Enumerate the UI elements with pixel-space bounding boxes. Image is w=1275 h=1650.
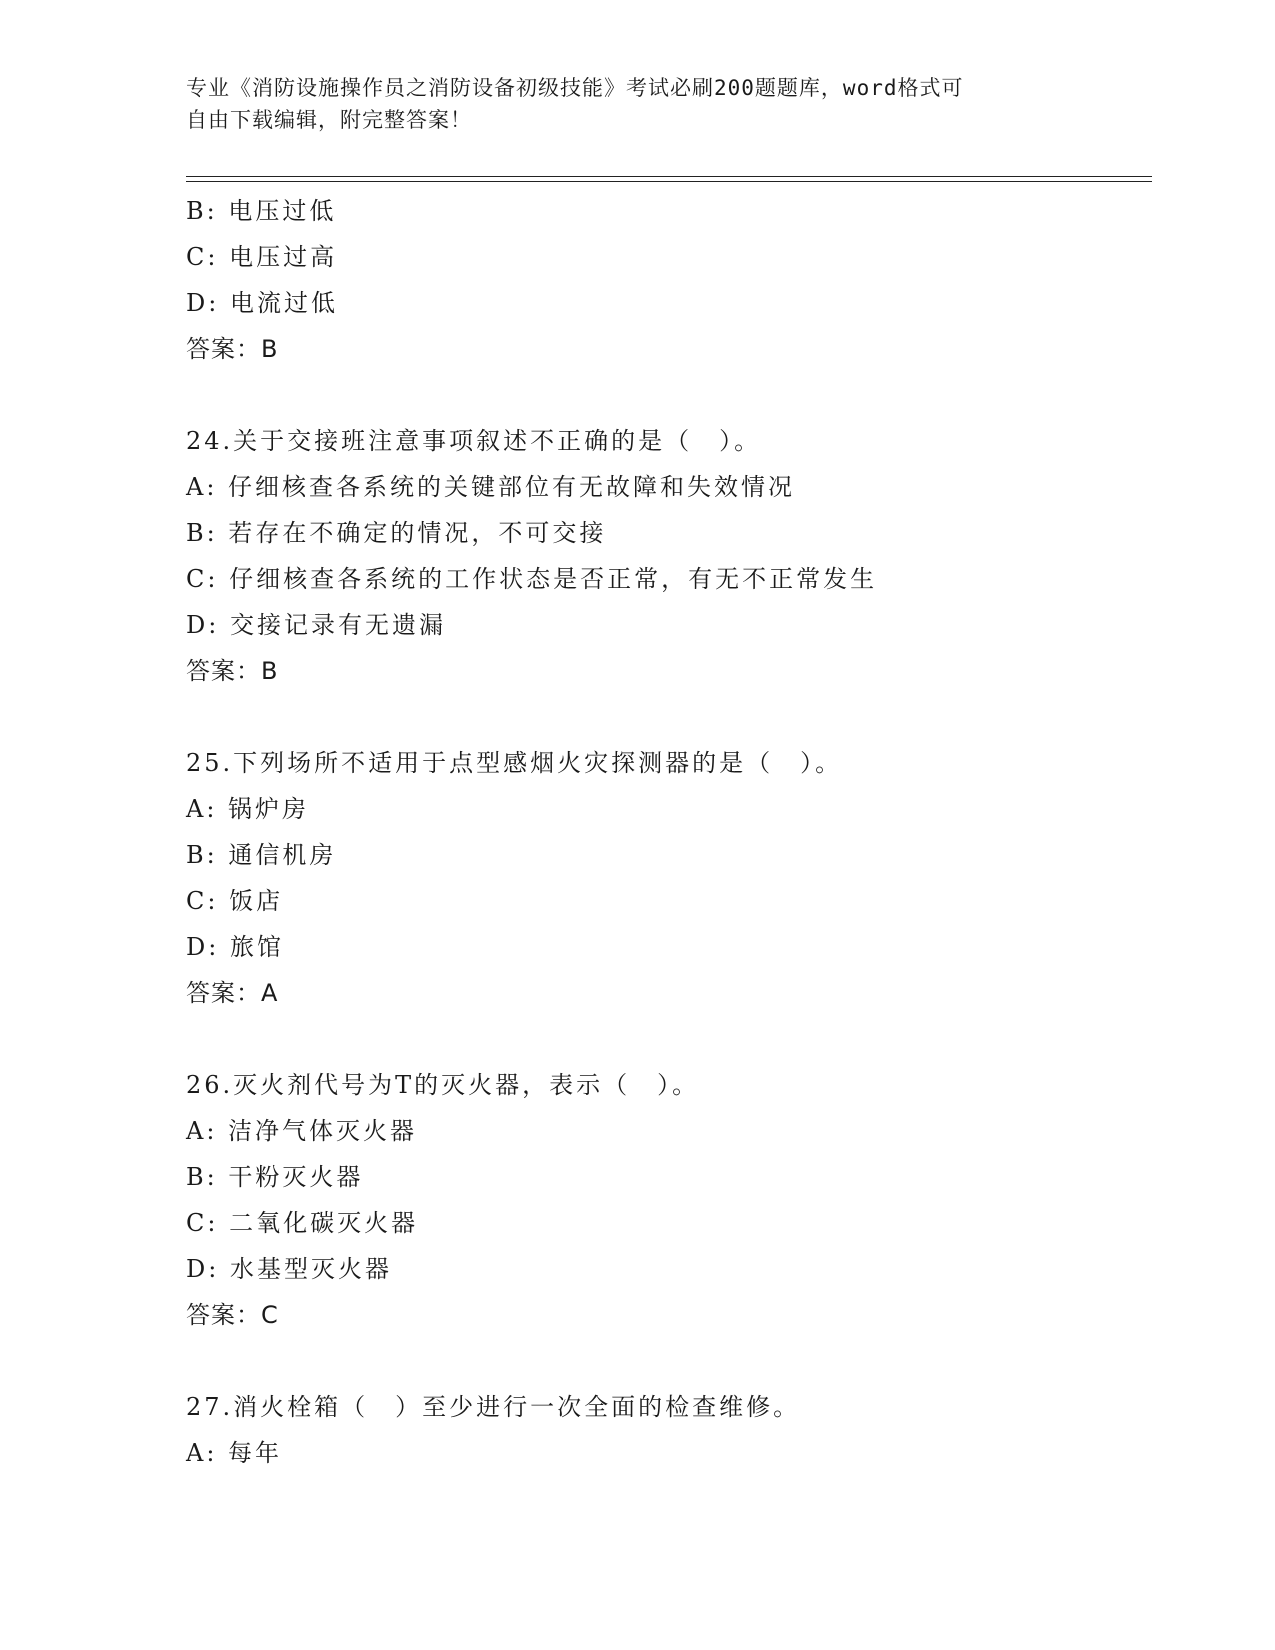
option-d: D: 交接记录有无遗漏 (186, 611, 446, 639)
option-c: C: 饭店 (186, 887, 284, 915)
document-header (186, 72, 1086, 136)
spacer (186, 694, 1186, 740)
answer-line: 答案：B (186, 657, 279, 685)
question-block-26 (186, 1062, 1186, 1338)
option-b: B: 若存在不确定的情况，不可交接 (186, 519, 607, 547)
question-block-23-continued (186, 188, 1186, 372)
spacer (186, 1338, 1186, 1384)
option-b: B: 干粉灭火器 (186, 1163, 364, 1191)
answer-line: 答案：B (186, 335, 279, 363)
option-d: D: 电流过低 (186, 289, 338, 317)
spacer (186, 1016, 1186, 1062)
option-d: D: 水基型灭火器 (186, 1255, 392, 1283)
header-divider-bottom (186, 181, 1152, 182)
question-block-24 (186, 418, 1186, 694)
spacer (186, 372, 1186, 418)
option-c: C: 电压过高 (186, 243, 338, 271)
option-c: C: 二氧化碳灭火器 (186, 1209, 419, 1237)
question-stem: 26.灭火剂代号为T的灭火器，表示（ ）。 (186, 1071, 700, 1099)
question-block-27 (186, 1384, 1186, 1476)
question-list (186, 188, 1186, 1476)
question-block-25 (186, 740, 1186, 1016)
question-stem: 25.下列场所不适用于点型感烟火灾探测器的是（ ）。 (186, 749, 843, 777)
header-line-2: 自由下载编辑，附完整答案！ (186, 108, 472, 132)
answer-line: 答案：A (186, 979, 279, 1007)
option-b: B: 通信机房 (186, 841, 337, 869)
answer-line: 答案：C (186, 1301, 279, 1329)
header-divider-top (186, 176, 1152, 177)
question-stem: 24.关于交接班注意事项叙述不正确的是（ ）。 (186, 427, 762, 455)
option-a: A: 锅炉房 (186, 795, 310, 823)
option-b: B: 电压过低 (186, 197, 337, 225)
option-a: A: 每年 (186, 1439, 283, 1467)
option-d: D: 旅馆 (186, 933, 284, 961)
option-a: A: 洁净气体灭火器 (186, 1117, 418, 1145)
option-c: C: 仔细核查各系统的工作状态是否正常，有无不正常发生 (186, 565, 878, 593)
header-line-1: 专业《消防设施操作员之消防设备初级技能》考试必刷200题题库，word格式可 (186, 76, 964, 100)
question-stem: 27.消火栓箱（ ）至少进行一次全面的检查维修。 (186, 1393, 801, 1421)
option-a: A: 仔细核查各系统的关键部位有无故障和失效情况 (186, 473, 796, 501)
